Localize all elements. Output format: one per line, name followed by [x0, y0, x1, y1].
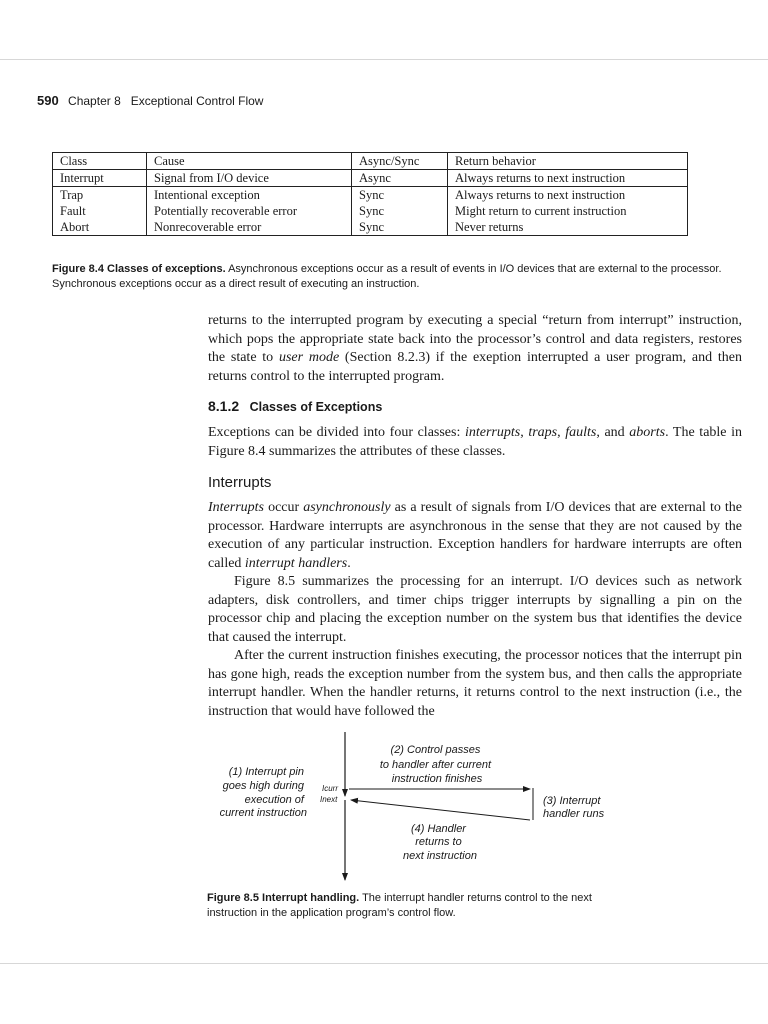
caption-title: Classes of exceptions. [107, 263, 226, 275]
section-title: Classes of Exceptions [249, 400, 383, 414]
step-3-label: (3) Interrupt handler runs [543, 795, 605, 820]
text-run: , [520, 425, 529, 440]
text-run: . [347, 555, 351, 571]
figure-8-4-caption [52, 262, 742, 292]
column-header: Async/Sync [352, 153, 448, 170]
table-cell: Nonrecoverable error [147, 219, 352, 236]
caption-text: Asynchronous exceptions occur as a result of events in I/O devices that are external to the processor. Synchronous exceptions occur as a direct result of executing an instruction. [52, 263, 722, 290]
column-header: Class [53, 153, 147, 170]
caption-label: Figure 8.4 [52, 263, 104, 275]
table-cell: Trap [53, 187, 147, 204]
text-run: , [557, 425, 566, 440]
emphasis: interrupt handlers [244, 555, 348, 571]
handler-return-arrow [351, 800, 530, 820]
subsection-heading: Interrupts [208, 474, 272, 491]
text-run: occur [264, 500, 304, 515]
table-row [53, 170, 688, 187]
figure-8-5-caption [207, 891, 607, 921]
paragraph [208, 499, 742, 573]
emphasis: interrupts [464, 425, 521, 440]
exception-classes-table [52, 152, 688, 236]
table-cell: Might return to current instruction [448, 203, 688, 219]
table-cell: Fault [53, 203, 147, 219]
table-cell: Always returns to next instruction [448, 187, 688, 204]
icurr-label: Icurr [322, 784, 338, 793]
table-cell: Sync [352, 187, 448, 204]
table-cell: Signal from I/O device [147, 170, 352, 187]
step-1-label: (1) Interrupt pin goes high during execution of current instruction [219, 766, 307, 819]
emphasis: asynchronously [303, 500, 391, 515]
inext-label: Inext [320, 795, 338, 804]
section-number: 8.1.2 [208, 398, 240, 414]
emphasis: traps [528, 425, 558, 440]
bottom-rule [0, 963, 768, 964]
emphasis: faults [565, 425, 597, 440]
table-row [53, 187, 688, 204]
page-number: 590 [37, 93, 59, 108]
table-header-row [53, 153, 688, 170]
table-row [53, 203, 688, 219]
emphasis: user mode [278, 350, 340, 365]
column-header: Return behavior [448, 153, 688, 170]
text-run: . The table in Figure 8.4 summarizes the attributes of these classes. [208, 425, 743, 459]
table-cell: Async [352, 170, 448, 187]
emphasis: aborts [629, 425, 666, 440]
step-4-label: (4) Handler returns to next instruction [403, 823, 477, 862]
text-run: (Section 8.2.3) if the exeption interrupted a user program, and then returns control to the interrupted program. [208, 350, 742, 384]
emphasis: Interrupts [208, 500, 264, 515]
text-run: Exceptions can be divided into four classes: [208, 425, 465, 440]
interrupt-handling-diagram [200, 728, 630, 886]
page-header [37, 93, 263, 108]
table-cell: Sync [352, 203, 448, 219]
step-2-label: (2) Control passes to handler after current instruction finishes [379, 744, 492, 785]
table-cell: Potentially recoverable error [147, 203, 352, 219]
caption-text: The interrupt handler returns control to the next instruction in the application program’s control flow. [207, 892, 592, 919]
text-run: returns to the interrupted program by executing a special “return from interrupt” instruction, which pops the appropriate state back into the processor’s control and data registers, restores the state to [208, 313, 742, 365]
column-header: Cause [147, 153, 352, 170]
caption-label: Figure 8.5 [207, 892, 259, 904]
chapter-title: Chapter 8 Exceptional Control Flow [68, 94, 264, 108]
interrupts-text [208, 499, 742, 721]
table-cell: Abort [53, 219, 147, 236]
table-row [53, 219, 688, 236]
caption-title: Interrupt handling. [262, 892, 360, 904]
paragraph-exception-classes [208, 424, 742, 461]
text-run: , and [596, 425, 630, 440]
table-cell: Sync [352, 219, 448, 236]
table-cell: Intentional exception [147, 187, 352, 204]
table-cell: Always returns to next instruction [448, 170, 688, 187]
text-run: as a result of signals from I/O devices that are external to the processor. Hardware interrupts are asynchronous in the sense that they are not caused by the execution of any particular instruction. Exception handlers for hardware interrupts are often called [208, 500, 743, 571]
paragraph: Figure 8.5 summarizes the processing for an interrupt. I/O devices such as network adapters, disk controllers, and timer chips trigger interrupts by signalling a pin on the processor chip and placing the exception number on the system bus that identifies the device that caused the interrupt. [208, 574, 742, 645]
paragraph: After the current instruction finishes executing, the processor notices that the interrupt pin has gone high, reads the exception number from the system bus, and then calls the appropriate interrupt handler. When the handler returns, it returns control to the next instruction (i.e., the instruction that would have followed the [208, 648, 742, 719]
table-cell: Interrupt [53, 170, 147, 187]
section-heading [208, 398, 382, 416]
top-rule [0, 59, 768, 60]
paragraph-return-from-interrupt [208, 312, 742, 386]
table-cell: Never returns [448, 219, 688, 236]
